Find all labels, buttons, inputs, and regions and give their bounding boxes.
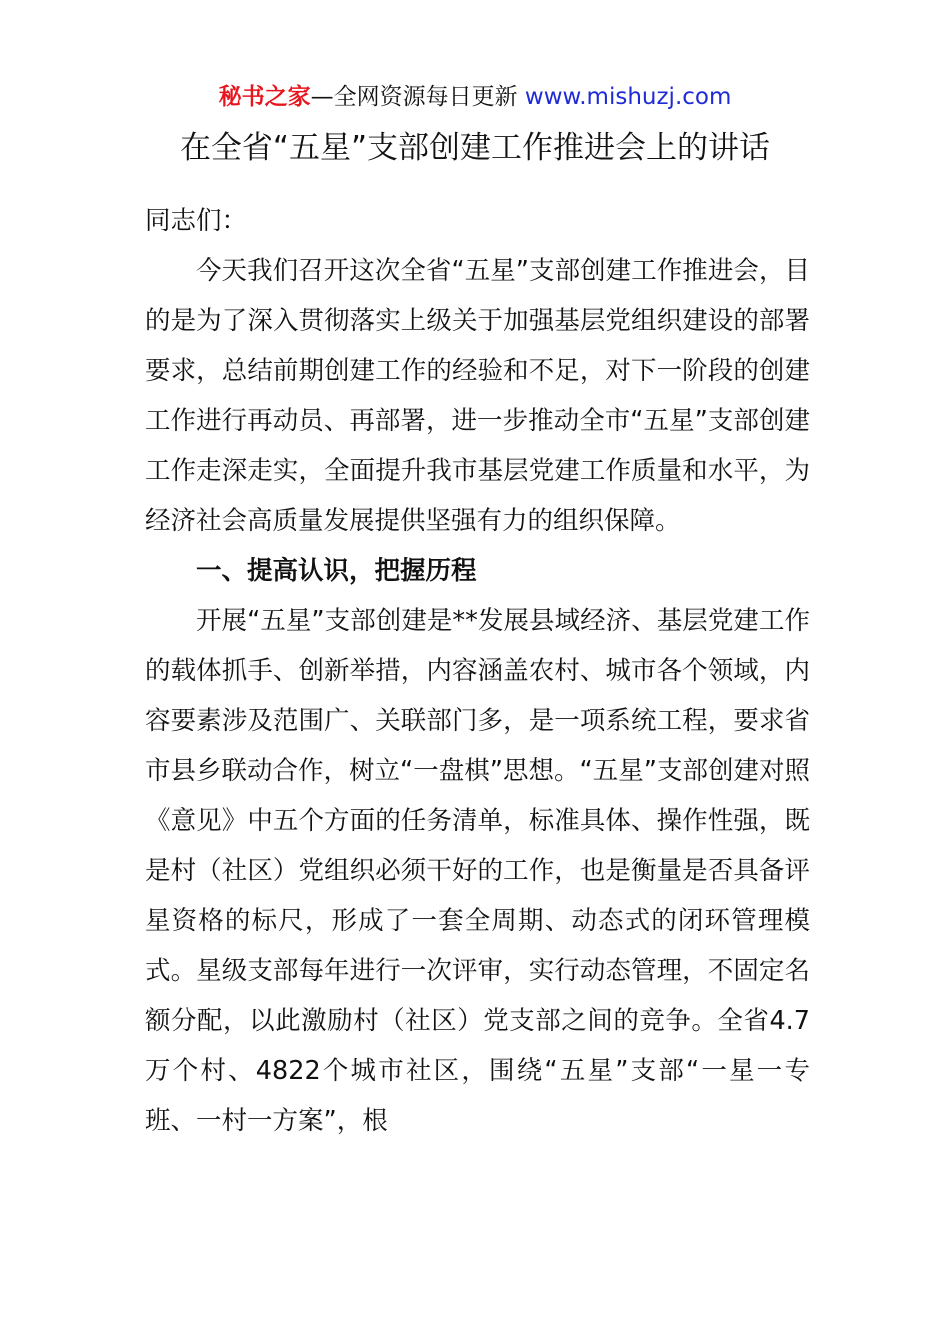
paragraph-1: 今天我们召开这次全省“五星”支部创建工作推进会，目的是为了深入贯彻落实上级关于加强基层党组织建设的部署要求，总结前期创建工作的经验和不足，对下一阶段的创建工作进行再动员、再部署，进一步推动全市“五星”支部创建工作走深走实，全面提升我市基层党建工作质量和水平，为经济社会高质量发展提供坚强有力的组织保障。 [145,256,810,536]
document-title: 在全省“五星”支部创建工作推进会上的讲话 [179,130,771,166]
brand-name: 秘书之家 [218,84,311,110]
site-url-link[interactable]: www.mishuzj.com [524,84,732,110]
section-heading-1: 一、提高认识，把握历程 [196,556,477,586]
salutation: 同志们： [145,206,248,236]
paragraph-2: 开展“五星”支部创建是**发展县域经济、基层党建工作的载体抓手、创新举措，内容涵盖农村、城市各个领域，内容要素涉及范围广、关联部门多，是一项系统工程，要求省市县乡联动合作，树立“一盘棋”思想。“五星”支部创建对照《意见》中五个方面的任务清单，标准具体、操作性强，既是村（社区）党组织必须干好的工作，也是衡量是否具备评星资格的标尺，形成了一套全周期、动态式的闭环管理模式。星级支部每年进行一次评审，实行动态管理，不固定名额分配，以此激励村（社区）党支部之间的竞争。全省4.7万个村、4822个城市社区，围绕“五星”支部“一星一专班、一村一方案”，根 [145,606,810,1136]
site-banner [0,80,950,114]
document-body [145,196,810,1146]
banner-tagline: —全网资源每日更新 [310,84,525,110]
